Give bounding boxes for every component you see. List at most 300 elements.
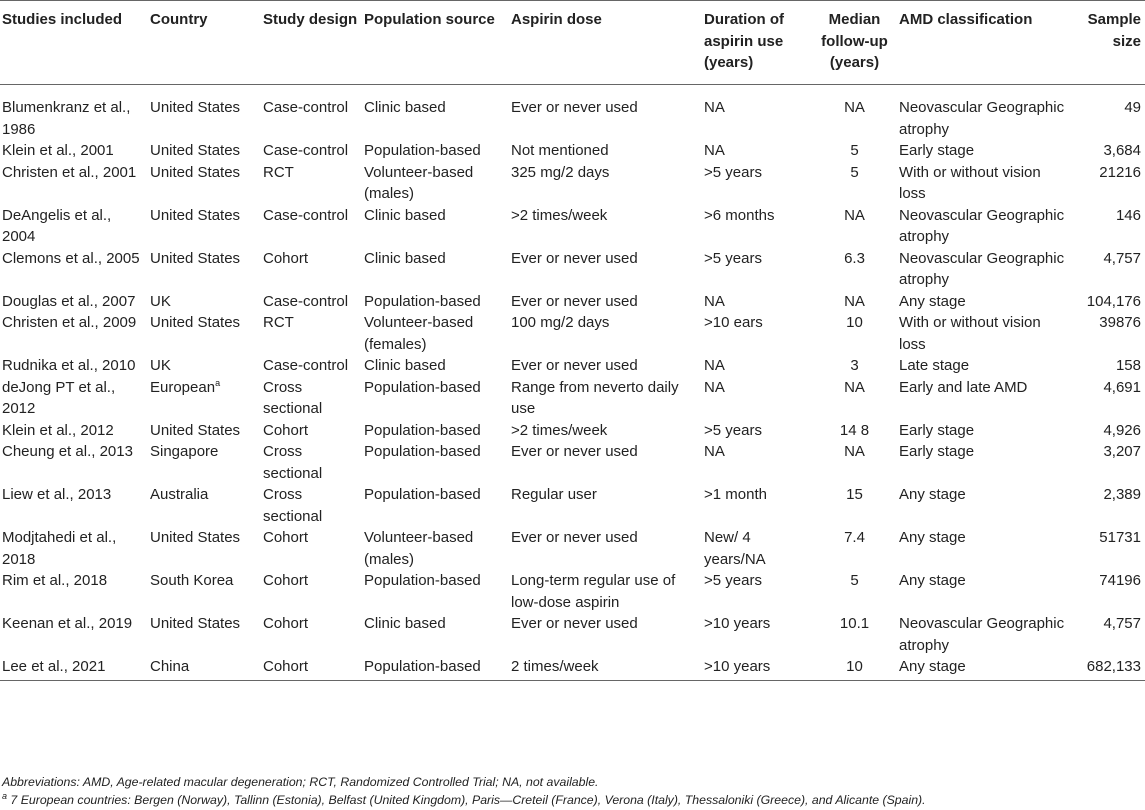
cell-followup [814, 377, 899, 420]
cell-duration [704, 248, 814, 291]
table-row [0, 656, 1145, 680]
cell-dose-text: Ever or never used [511, 99, 638, 116]
cell-dose [511, 377, 704, 420]
cell-population [364, 162, 511, 205]
cell-amd [899, 420, 1070, 442]
cell-followup-text: 10 [846, 658, 863, 675]
cell-study [0, 312, 150, 355]
cell-duration-text: >5 years [704, 572, 762, 589]
table-row [0, 527, 1145, 570]
cell-amd-text: Neovascular Geographic atrophy [899, 249, 1065, 288]
cell-dose-text: >2 times/week [511, 206, 608, 224]
cell-population [364, 140, 511, 162]
header-studies: Studies included [0, 1, 150, 85]
cell-dose-text: Ever or never used [511, 292, 638, 310]
cell-population-text: Clinic based [364, 357, 446, 374]
cell-sample [1070, 570, 1145, 613]
cell-country [150, 205, 263, 248]
cell-design [263, 140, 364, 162]
cell-design-text: Cohort [263, 572, 309, 589]
cell-amd [899, 248, 1070, 291]
cell-sample-text: 146 [1115, 206, 1141, 224]
cell-design [263, 85, 364, 141]
cell-dose-text: 100 mg/2 days [511, 314, 610, 331]
cell-dose-text: Not mentioned [511, 142, 609, 159]
cell-duration-text: NA [704, 443, 725, 460]
cell-study-text: Blumenkranz et al., 1986 [2, 99, 131, 138]
cell-study [0, 441, 150, 484]
cell-country [150, 527, 263, 570]
cell-duration-text: NA [704, 378, 725, 396]
footnote-a [2, 791, 1142, 809]
table-row [0, 570, 1145, 613]
table-row [0, 291, 1145, 313]
cell-country-text: UK [150, 357, 171, 374]
cell-followup-text: NA [844, 378, 865, 396]
cell-country [150, 312, 263, 355]
cell-study-text: Cheung et al., 2013 [2, 443, 133, 460]
cell-design [263, 484, 364, 527]
cell-sample [1070, 484, 1145, 527]
cell-design [263, 355, 364, 377]
cell-duration [704, 291, 814, 313]
cell-study [0, 527, 150, 570]
cell-dose [511, 162, 704, 205]
cell-duration-text: >1 month [704, 486, 767, 503]
table-row [0, 140, 1145, 162]
cell-study [0, 248, 150, 291]
cell-study [0, 613, 150, 656]
cell-study [0, 420, 150, 442]
cell-dose-text: Ever or never used [511, 529, 638, 546]
cell-sample [1070, 85, 1145, 141]
cell-study-text: Douglas et al., 2007 [2, 292, 136, 310]
cell-amd-text: Early and late AMD [899, 378, 1028, 396]
cell-amd [899, 377, 1070, 420]
cell-amd-text: Any stage [899, 486, 966, 503]
cell-duration-text: NA [704, 142, 725, 159]
cell-followup-text: 10.1 [839, 615, 870, 632]
header-row [0, 1, 1145, 85]
cell-design-text: Case-control [263, 142, 349, 159]
cell-duration-text: NA [704, 357, 725, 374]
cell-dose [511, 570, 704, 613]
cell-amd-text: Any stage [899, 292, 966, 310]
cell-dose [511, 656, 704, 680]
table-row [0, 377, 1145, 420]
cell-followup-text: NA [844, 99, 865, 116]
cell-population-text: Clinic based [364, 99, 446, 116]
cell-sample-text: 51731 [1099, 529, 1141, 546]
table-body [0, 85, 1145, 681]
cell-sample-text: 4,926 [1103, 421, 1141, 439]
cell-amd-text: Neovascular Geographic atrophy [899, 615, 1065, 654]
cell-country [150, 355, 263, 377]
cell-dose [511, 355, 704, 377]
cell-amd [899, 355, 1070, 377]
cell-amd [899, 291, 1070, 313]
table-row [0, 312, 1145, 355]
cell-population [364, 205, 511, 248]
cell-followup [814, 248, 899, 291]
cell-design [263, 162, 364, 205]
cell-study-text: Klein et al., 2001 [2, 142, 114, 159]
cell-dose [511, 484, 704, 527]
cell-sample-text: 104,176 [1086, 292, 1141, 310]
cell-population [364, 484, 511, 527]
cell-dose [511, 291, 704, 313]
cell-duration-text: >5 years [704, 163, 762, 181]
cell-country-text: United States [150, 615, 241, 632]
cell-design-text: Cohort [263, 615, 309, 632]
cell-amd [899, 484, 1070, 527]
cell-dose-text: Regular user [511, 486, 597, 503]
cell-duration [704, 377, 814, 420]
cell-country-text: United States [150, 529, 241, 546]
cell-duration-text: NA [704, 292, 725, 310]
cell-study-text: Liew et al., 2013 [2, 486, 112, 503]
cell-country [150, 656, 263, 680]
cell-sample [1070, 527, 1145, 570]
cell-country [150, 441, 263, 484]
cell-design [263, 420, 364, 442]
cell-followup [814, 527, 899, 570]
cell-followup-text: NA [844, 206, 865, 224]
cell-dose [511, 140, 704, 162]
cell-design [263, 377, 364, 420]
cell-duration [704, 484, 814, 527]
cell-sample [1070, 140, 1145, 162]
cell-design-text: Case-control [263, 292, 349, 310]
cell-population-text: Clinic based [364, 615, 446, 632]
cell-amd-text: Any stage [899, 572, 966, 589]
cell-sample-text: 4,757 [1103, 615, 1141, 632]
cell-study [0, 291, 150, 313]
cell-followup-text: 10 [846, 314, 863, 331]
cell-design [263, 613, 364, 656]
cell-duration [704, 355, 814, 377]
cell-population-text: Volunteer-based (males) [364, 163, 474, 202]
cell-followup-text: NA [844, 292, 865, 310]
cell-followup-text: 6.3 [844, 249, 865, 267]
cell-amd [899, 205, 1070, 248]
cell-population [364, 527, 511, 570]
cell-followup-text: 5 [850, 572, 859, 589]
cell-country [150, 291, 263, 313]
header-amd: AMD classification [899, 1, 1070, 85]
footnote-a-marker: a [2, 790, 8, 801]
cell-amd-text: With or without vision loss [899, 163, 1041, 202]
cell-population-text: Population-based [364, 142, 481, 159]
cell-followup-text: NA [844, 443, 865, 460]
cell-design-text: Case-control [263, 99, 349, 116]
cell-design-text: RCT [263, 163, 294, 181]
cell-duration-text: >10 ears [704, 314, 763, 331]
table-row [0, 613, 1145, 656]
cell-study-text: Clemons et al., 2005 [2, 249, 140, 267]
cell-sample [1070, 162, 1145, 205]
cell-sample-text: 4,757 [1103, 249, 1141, 267]
cell-country [150, 484, 263, 527]
cell-duration-text: >10 years [704, 658, 771, 675]
cell-design [263, 441, 364, 484]
cell-followup [814, 420, 899, 442]
cell-followup [814, 355, 899, 377]
table-row [0, 441, 1145, 484]
cell-duration [704, 420, 814, 442]
cell-population-text: Clinic based [364, 206, 446, 224]
cell-duration [704, 613, 814, 656]
cell-followup [814, 205, 899, 248]
cell-country-text: United States [150, 99, 241, 116]
table-footnotes [2, 773, 1142, 809]
cell-population [364, 291, 511, 313]
cell-dose [511, 527, 704, 570]
table-row [0, 355, 1145, 377]
cell-design-text: Cohort [263, 421, 309, 439]
cell-country-text: South Korea [150, 572, 234, 589]
cell-design [263, 527, 364, 570]
cell-country [150, 613, 263, 656]
cell-population [364, 377, 511, 420]
cell-country-text: Singapore [150, 443, 219, 460]
cell-amd [899, 656, 1070, 680]
cell-followup-text: 14 8 [839, 421, 870, 439]
cell-design-text: Cross sectional [263, 443, 323, 482]
cell-dose [511, 248, 704, 291]
cell-amd-text: Early stage [899, 443, 975, 460]
table-row [0, 248, 1145, 291]
cell-duration [704, 85, 814, 141]
footnote-marker: a [215, 377, 221, 388]
cell-sample-text: 3,684 [1103, 142, 1141, 159]
cell-study-text: Modjtahedi et al., 2018 [2, 529, 117, 568]
cell-sample [1070, 312, 1145, 355]
cell-followup-text: 5 [850, 163, 859, 181]
cell-study-text: Christen et al., 2009 [2, 314, 137, 331]
cell-duration-text: >10 years [704, 615, 771, 632]
cell-duration-text: >6 months [704, 206, 775, 224]
header-dose: Aspirin dose [511, 1, 704, 85]
cell-design [263, 656, 364, 680]
cell-followup [814, 85, 899, 141]
cell-design [263, 248, 364, 291]
cell-population-text: Population-based [364, 658, 481, 675]
cell-dose [511, 85, 704, 141]
cell-dose [511, 312, 704, 355]
cell-design-text: Case-control [263, 206, 349, 224]
cell-sample [1070, 291, 1145, 313]
table-row [0, 484, 1145, 527]
cell-duration [704, 162, 814, 205]
cell-study-text: DeAngelis et al., 2004 [2, 206, 112, 245]
header-country: Country [150, 1, 263, 85]
table-row [0, 85, 1145, 141]
cell-dose-text: Ever or never used [511, 443, 638, 460]
cell-study-text: Lee et al., 2021 [2, 658, 106, 675]
cell-duration-text: >5 years [704, 421, 762, 439]
cell-dose [511, 205, 704, 248]
cell-study [0, 162, 150, 205]
cell-amd-text: Late stage [899, 357, 970, 374]
cell-design-text: Cohort [263, 658, 309, 675]
cell-population [364, 420, 511, 442]
cell-amd [899, 441, 1070, 484]
cell-study [0, 570, 150, 613]
cell-duration [704, 312, 814, 355]
header-design: Study design [263, 1, 364, 85]
table-row [0, 162, 1145, 205]
cell-population-text: Volunteer-based (males) [364, 529, 474, 568]
cell-duration [704, 656, 814, 680]
cell-country [150, 140, 263, 162]
cell-dose-text: Range from neverto daily use [511, 378, 679, 417]
cell-population-text: Population-based [364, 486, 481, 503]
cell-study-text: Keenan et al., 2019 [2, 615, 133, 632]
cell-followup [814, 441, 899, 484]
cell-amd [899, 527, 1070, 570]
cell-country-text: China [150, 658, 190, 675]
cell-dose-text: 2 times/week [511, 658, 599, 675]
cell-sample [1070, 205, 1145, 248]
cell-amd-text: Any stage [899, 658, 966, 675]
cell-dose-text: Long-term regular use of low-dose aspirin [511, 572, 676, 611]
cell-study [0, 205, 150, 248]
cell-sample [1070, 248, 1145, 291]
cell-followup [814, 291, 899, 313]
cell-study [0, 85, 150, 141]
cell-sample-text: 4,691 [1103, 378, 1141, 396]
table-row [0, 205, 1145, 248]
cell-study-text: Klein et al., 2012 [2, 421, 114, 439]
cell-design-text: Cohort [263, 249, 309, 267]
cell-population [364, 441, 511, 484]
cell-duration [704, 140, 814, 162]
cell-amd [899, 570, 1070, 613]
cell-population-text: Volunteer-based (females) [364, 314, 474, 353]
cell-sample-text: 3,207 [1103, 443, 1141, 460]
cell-design-text: Case-control [263, 357, 349, 374]
cell-followup [814, 140, 899, 162]
cell-followup-text: 15 [846, 486, 863, 503]
cell-amd-text: Early stage [899, 142, 975, 159]
cell-amd [899, 85, 1070, 141]
cell-dose [511, 613, 704, 656]
cell-design [263, 312, 364, 355]
footnote-a-text: 7 European countries: Bergen (Norway), Tallinn (Estonia), Belfast (United Kingdom), Paris—Creteil (France), Verona (Italy), Thessaloniki (Greece), and Alicante (Spain). [7, 793, 926, 807]
cell-country [150, 420, 263, 442]
cell-study-text: Rim et al., 2018 [2, 572, 108, 589]
cell-sample [1070, 656, 1145, 680]
cell-population [364, 355, 511, 377]
cell-duration-text: >5 years [704, 249, 762, 267]
cell-country-text: European [150, 378, 216, 396]
cell-country-text: United States [150, 206, 241, 224]
cell-amd [899, 312, 1070, 355]
cell-population-text: Population-based [364, 292, 481, 310]
table-row [0, 420, 1145, 442]
cell-design-text: RCT [263, 314, 294, 331]
cell-amd-text: Early stage [899, 421, 975, 439]
cell-dose-text: >2 times/week [511, 421, 608, 439]
cell-population [364, 656, 511, 680]
cell-design [263, 205, 364, 248]
cell-duration [704, 570, 814, 613]
cell-country-text: United States [150, 142, 241, 159]
cell-dose-text: Ever or never used [511, 249, 638, 267]
cell-study [0, 140, 150, 162]
cell-followup-text: 5 [850, 142, 859, 159]
cell-duration [704, 527, 814, 570]
cell-followup [814, 312, 899, 355]
cell-amd-text: Any stage [899, 529, 966, 546]
cell-duration [704, 205, 814, 248]
header-population: Population source [364, 1, 511, 85]
cell-duration [704, 441, 814, 484]
cell-study-text: deJong PT et al., 2012 [2, 378, 116, 417]
cell-followup [814, 613, 899, 656]
cell-sample-text: 2,389 [1103, 486, 1141, 503]
header-duration: Duration of aspirin use (years) [704, 1, 814, 85]
cell-population-text: Population-based [364, 378, 481, 396]
cell-duration-text: New/ 4 years/NA [704, 529, 766, 568]
cell-population-text: Population-based [364, 443, 481, 460]
cell-sample-text: 39876 [1099, 314, 1141, 331]
cell-population [364, 85, 511, 141]
cell-duration-text: NA [704, 99, 725, 116]
cell-country-text: United States [150, 163, 241, 181]
cell-amd [899, 140, 1070, 162]
cell-sample [1070, 613, 1145, 656]
header-sample: Sample size [1070, 1, 1145, 85]
cell-sample-text: 682,133 [1086, 658, 1141, 675]
cell-amd-text: Neovascular Geographic atrophy [899, 99, 1065, 138]
cell-sample-text: 74196 [1099, 572, 1141, 589]
cell-amd-text: With or without vision loss [899, 314, 1041, 353]
cell-study [0, 484, 150, 527]
cell-followup-text: 7.4 [844, 529, 865, 546]
cell-study-text: Rudnika et al., 2010 [2, 357, 136, 374]
cell-amd [899, 162, 1070, 205]
cell-dose-text: 325 mg/2 days [511, 163, 610, 181]
cell-sample [1070, 441, 1145, 484]
cell-design-text: Cross sectional [263, 486, 323, 525]
cell-amd [899, 613, 1070, 656]
cell-sample-text: 49 [1124, 99, 1141, 116]
cell-followup [814, 162, 899, 205]
cell-country [150, 570, 263, 613]
cell-country [150, 162, 263, 205]
cell-country-text: Australia [150, 486, 209, 503]
cell-population-text: Clinic based [364, 249, 446, 267]
cell-sample [1070, 355, 1145, 377]
cell-country [150, 85, 263, 141]
cell-design [263, 291, 364, 313]
cell-country-text: United States [150, 314, 241, 331]
cell-study [0, 656, 150, 680]
cell-design [263, 570, 364, 613]
cell-dose-text: Ever or never used [511, 615, 638, 632]
cell-sample-text: 21216 [1099, 163, 1141, 181]
cell-country-text: UK [150, 292, 171, 310]
cell-population [364, 312, 511, 355]
cell-dose [511, 420, 704, 442]
cell-population [364, 248, 511, 291]
cell-country-text: United States [150, 249, 241, 267]
header-followup: Median follow-up (years) [814, 1, 899, 85]
cell-followup [814, 484, 899, 527]
cell-design-text: Cross sectional [263, 378, 323, 417]
